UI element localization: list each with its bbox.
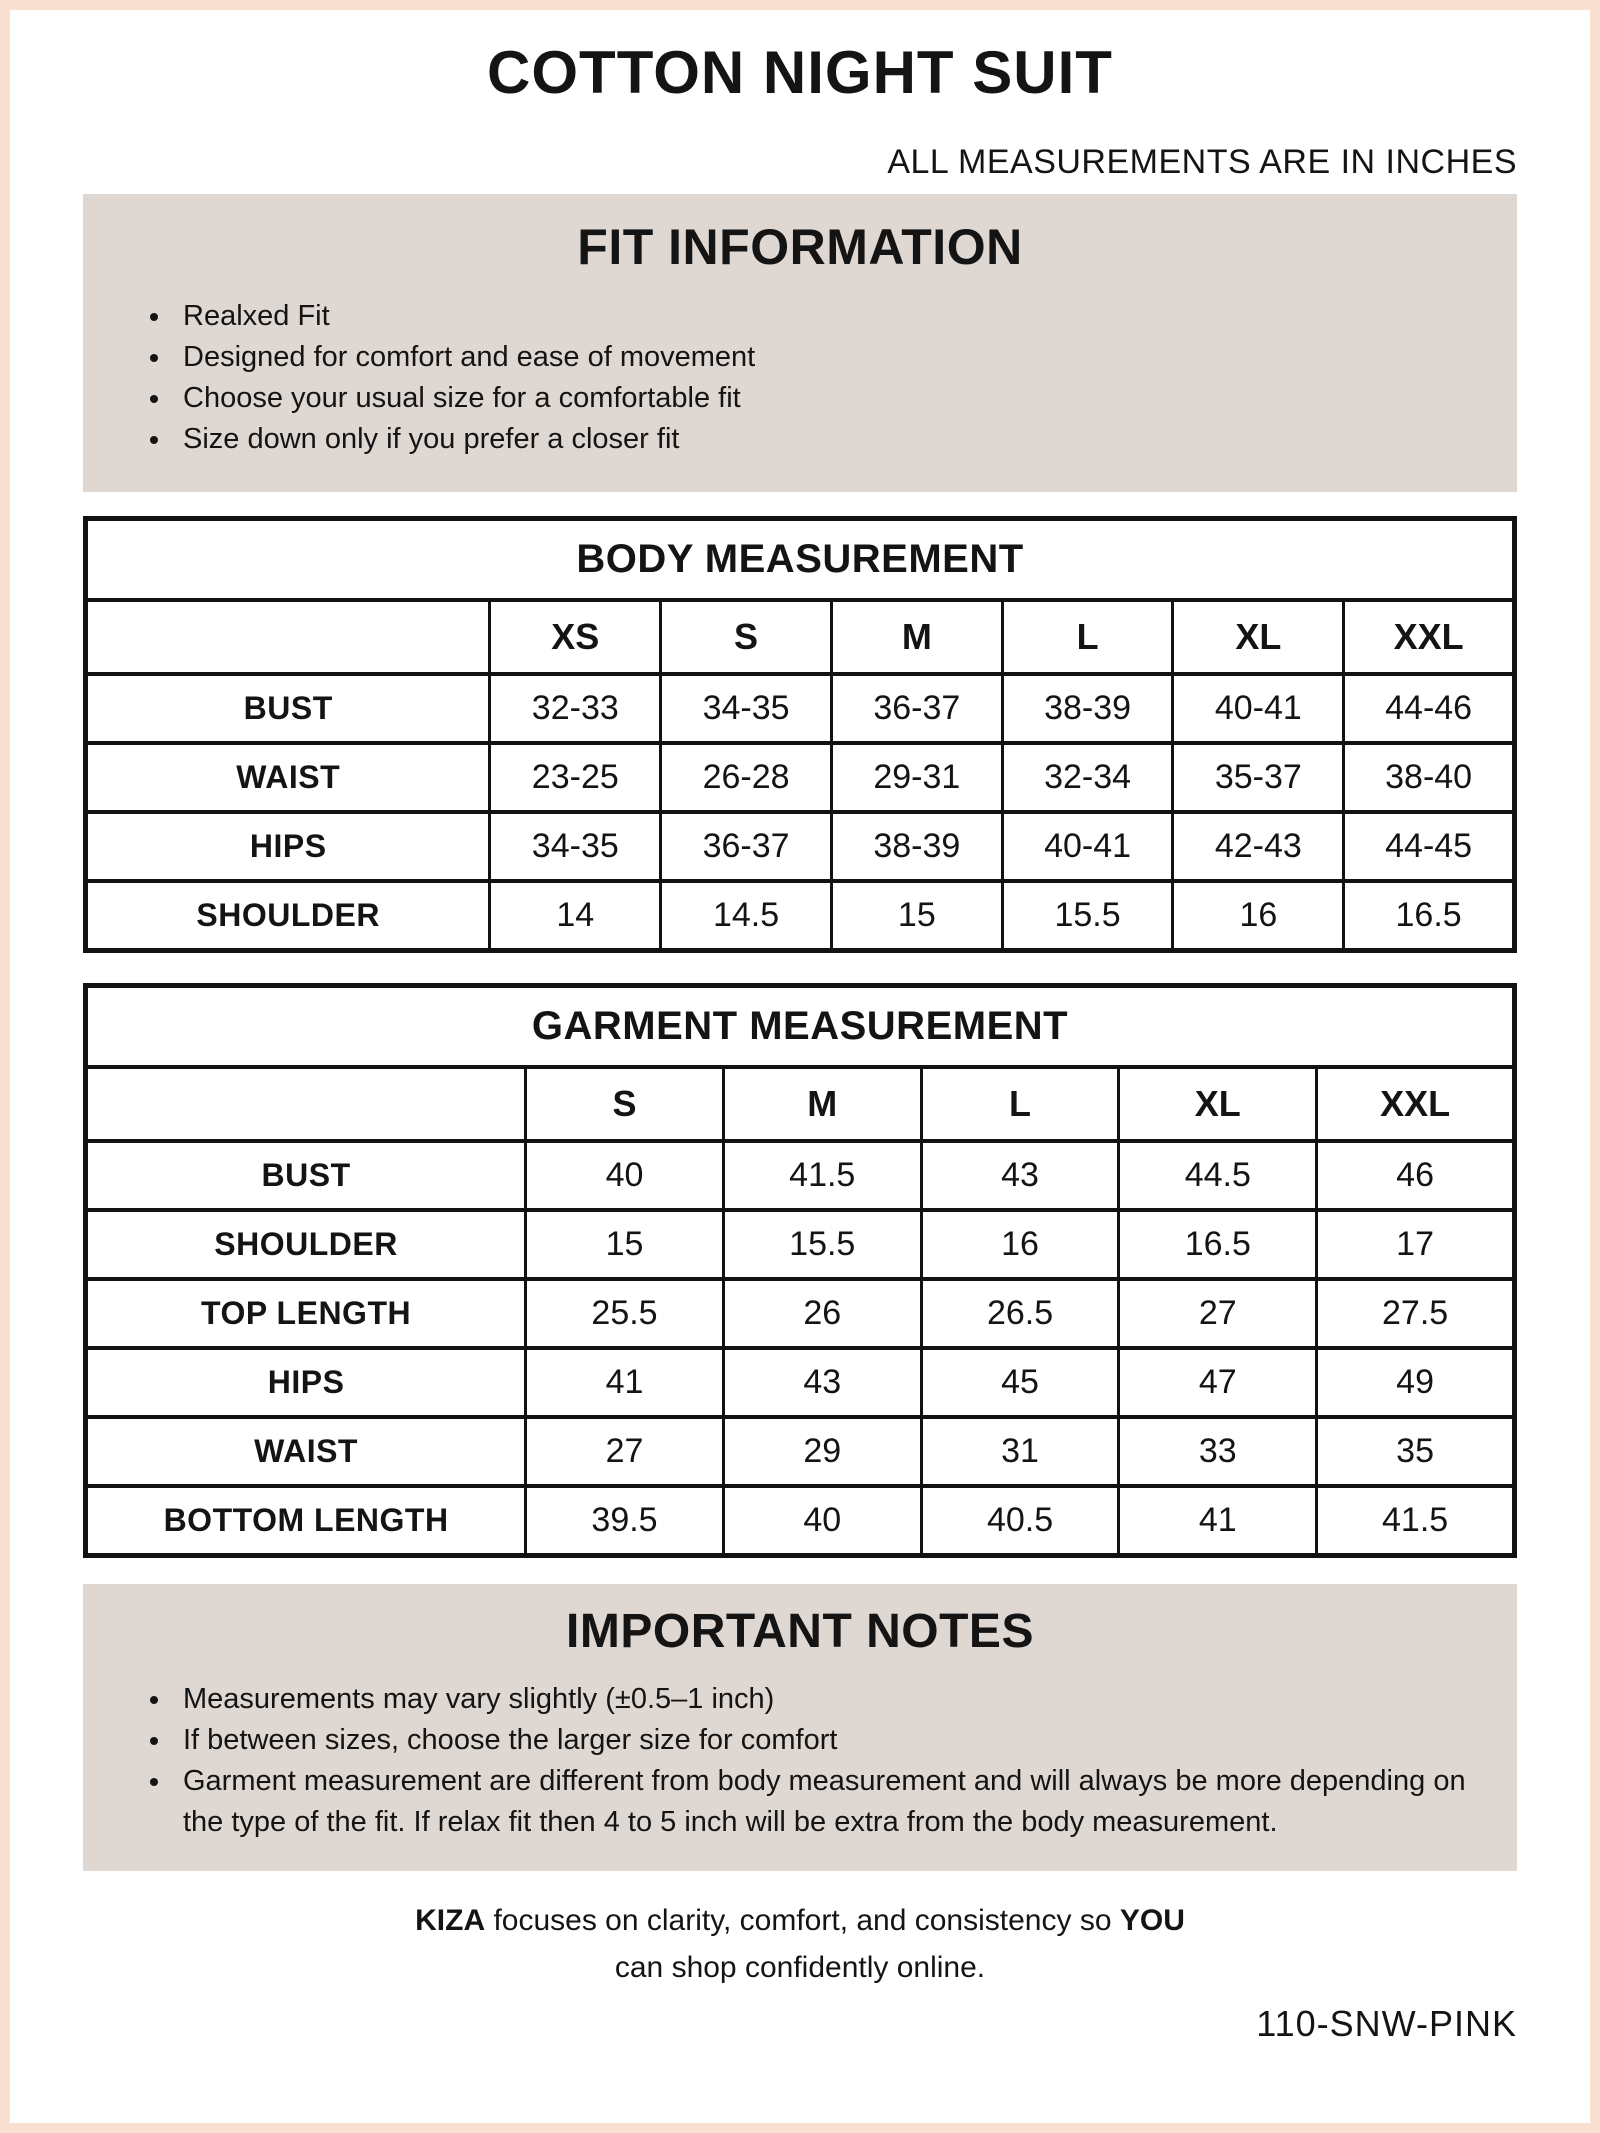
cell-value: 47 bbox=[1119, 1348, 1317, 1417]
size-header-xl: XL bbox=[1119, 1067, 1317, 1141]
cell-value: 44.5 bbox=[1119, 1141, 1317, 1210]
table-row bbox=[86, 881, 1515, 951]
cell-value: 38-40 bbox=[1344, 743, 1515, 812]
size-header-xxl: XXL bbox=[1317, 1067, 1515, 1141]
cell-value: 27 bbox=[526, 1417, 724, 1486]
cell-value: 29-31 bbox=[831, 743, 1002, 812]
cell-value: 16.5 bbox=[1119, 1210, 1317, 1279]
size-header-m: M bbox=[831, 600, 1002, 674]
cell-value: 29 bbox=[723, 1417, 921, 1486]
cell-value: 15.5 bbox=[1002, 881, 1173, 951]
units-note: ALL MEASUREMENTS ARE IN INCHES bbox=[887, 143, 1517, 181]
important-notes-section bbox=[83, 1584, 1517, 1871]
cell-value: 23-25 bbox=[490, 743, 661, 812]
cell-value: 15.5 bbox=[723, 1210, 921, 1279]
table-row bbox=[86, 743, 1515, 812]
cell-value: 26-28 bbox=[661, 743, 832, 812]
fit-information-section bbox=[83, 194, 1517, 492]
cell-value: 38-39 bbox=[831, 812, 1002, 881]
row-label: BUST bbox=[86, 674, 490, 743]
cell-value: 14.5 bbox=[661, 881, 832, 951]
fit-information-title: FIT INFORMATION bbox=[577, 219, 1023, 275]
row-label: TOP LENGTH bbox=[86, 1279, 526, 1348]
size-header-m: M bbox=[723, 1067, 921, 1141]
footer-text: focuses on clarity, comfort, and consistency so bbox=[485, 1904, 1120, 1937]
row-label: SHOULDER bbox=[86, 881, 490, 951]
important-notes-list bbox=[131, 1679, 1469, 1843]
cell-value: 32-33 bbox=[490, 674, 661, 743]
size-header-xxl: XXL bbox=[1344, 600, 1515, 674]
table-row bbox=[86, 1417, 1515, 1486]
cell-value: 15 bbox=[831, 881, 1002, 951]
product-code: 110-SNW-PINK bbox=[1256, 2003, 1517, 2044]
cell-value: 27.5 bbox=[1317, 1279, 1515, 1348]
cell-value: 49 bbox=[1317, 1348, 1515, 1417]
row-label: BOTTOM LENGTH bbox=[86, 1486, 526, 1556]
body-table-title: BODY MEASUREMENT bbox=[86, 519, 1515, 601]
cell-value: 34-35 bbox=[661, 674, 832, 743]
cell-value: 41.5 bbox=[723, 1141, 921, 1210]
table-row bbox=[86, 674, 1515, 743]
cell-value: 43 bbox=[921, 1141, 1119, 1210]
footer-emphasis: YOU bbox=[1119, 1904, 1185, 1937]
size-header-l: L bbox=[921, 1067, 1119, 1141]
important-notes-title: IMPORTANT NOTES bbox=[566, 1605, 1034, 1658]
cell-value: 40.5 bbox=[921, 1486, 1119, 1556]
size-header-s: S bbox=[661, 600, 832, 674]
row-label: HIPS bbox=[86, 812, 490, 881]
cell-value: 26.5 bbox=[921, 1279, 1119, 1348]
cell-value: 38-39 bbox=[1002, 674, 1173, 743]
page-title: COTTON NIGHT SUIT bbox=[487, 39, 1113, 106]
table-row bbox=[86, 812, 1515, 881]
cell-value: 40 bbox=[723, 1486, 921, 1556]
cell-value: 35-37 bbox=[1173, 743, 1344, 812]
cell-value: 36-37 bbox=[831, 674, 1002, 743]
list-item: • Measurements may vary slightly (±0.5–1 inch) bbox=[173, 1679, 1469, 1720]
cell-value: 43 bbox=[723, 1348, 921, 1417]
size-header-l: L bbox=[1002, 600, 1173, 674]
cell-value: 27 bbox=[1119, 1279, 1317, 1348]
table-title-row bbox=[86, 986, 1515, 1068]
cell-value: 26 bbox=[723, 1279, 921, 1348]
important-notes-inner bbox=[83, 1584, 1517, 1871]
list-item: • Realxed Fit bbox=[173, 296, 1469, 337]
table-title-row bbox=[86, 519, 1515, 601]
page bbox=[10, 10, 1590, 2123]
list-item: • If between sizes, choose the larger size for comfort bbox=[173, 1720, 1469, 1761]
cell-value: 31 bbox=[921, 1417, 1119, 1486]
cell-value: 34-35 bbox=[490, 812, 661, 881]
list-item: • Choose your usual size for a comfortable fit bbox=[173, 378, 1469, 419]
fit-information-inner bbox=[83, 194, 1517, 492]
footer-line-2: can shop confidently online. bbox=[614, 1951, 986, 1984]
garment-measurement-table bbox=[83, 983, 1517, 1558]
cell-value: 44-45 bbox=[1344, 812, 1515, 881]
cell-value: 45 bbox=[921, 1348, 1119, 1417]
cell-value: 46 bbox=[1317, 1141, 1515, 1210]
cell-value: 14 bbox=[490, 881, 661, 951]
table-row bbox=[86, 1279, 1515, 1348]
cell-value: 32-34 bbox=[1002, 743, 1173, 812]
row-label: BUST bbox=[86, 1141, 526, 1210]
garment-table-title: GARMENT MEASUREMENT bbox=[86, 986, 1515, 1068]
cell-value: 41 bbox=[526, 1348, 724, 1417]
corner-cell bbox=[86, 1067, 526, 1141]
cell-value: 36-37 bbox=[661, 812, 832, 881]
cell-value: 40-41 bbox=[1002, 812, 1173, 881]
cell-value: 16 bbox=[1173, 881, 1344, 951]
table-row bbox=[86, 1348, 1515, 1417]
footer bbox=[83, 1897, 1517, 1991]
row-label: SHOULDER bbox=[86, 1210, 526, 1279]
row-label: WAIST bbox=[86, 1417, 526, 1486]
corner-cell bbox=[86, 600, 490, 674]
row-label: HIPS bbox=[86, 1348, 526, 1417]
cell-value: 42-43 bbox=[1173, 812, 1344, 881]
cell-value: 41.5 bbox=[1317, 1486, 1515, 1556]
cell-value: 15 bbox=[526, 1210, 724, 1279]
list-item: • Garment measurement are different from body measurement and will always be more depending on the type of the fit. If relax fit then 4 to 5 inch will be extra from the body measurement. bbox=[173, 1761, 1469, 1843]
fit-information-list bbox=[131, 296, 1469, 460]
table-header-row bbox=[86, 600, 1515, 674]
cell-value: 16.5 bbox=[1344, 881, 1515, 951]
table-row bbox=[86, 1486, 1515, 1556]
size-header-xl: XL bbox=[1173, 600, 1344, 674]
table-header-row bbox=[86, 1067, 1515, 1141]
body-measurement-table bbox=[83, 516, 1517, 953]
cell-value: 35 bbox=[1317, 1417, 1515, 1486]
size-header-xs: XS bbox=[490, 600, 661, 674]
cell-value: 44-46 bbox=[1344, 674, 1515, 743]
content bbox=[83, 38, 1517, 2045]
cell-value: 25.5 bbox=[526, 1279, 724, 1348]
size-header-s: S bbox=[526, 1067, 724, 1141]
brand-name: KIZA bbox=[415, 1904, 486, 1937]
cell-value: 41 bbox=[1119, 1486, 1317, 1556]
table-row bbox=[86, 1210, 1515, 1279]
list-item: • Size down only if you prefer a closer fit bbox=[173, 419, 1469, 460]
row-label: WAIST bbox=[86, 743, 490, 812]
table-row bbox=[86, 1141, 1515, 1210]
cell-value: 17 bbox=[1317, 1210, 1515, 1279]
cell-value: 16 bbox=[921, 1210, 1119, 1279]
cell-value: 40 bbox=[526, 1141, 724, 1210]
cell-value: 39.5 bbox=[526, 1486, 724, 1556]
cell-value: 33 bbox=[1119, 1417, 1317, 1486]
footer-line-1 bbox=[83, 1897, 1517, 1944]
cell-value: 40-41 bbox=[1173, 674, 1344, 743]
list-item: • Designed for comfort and ease of movement bbox=[173, 337, 1469, 378]
